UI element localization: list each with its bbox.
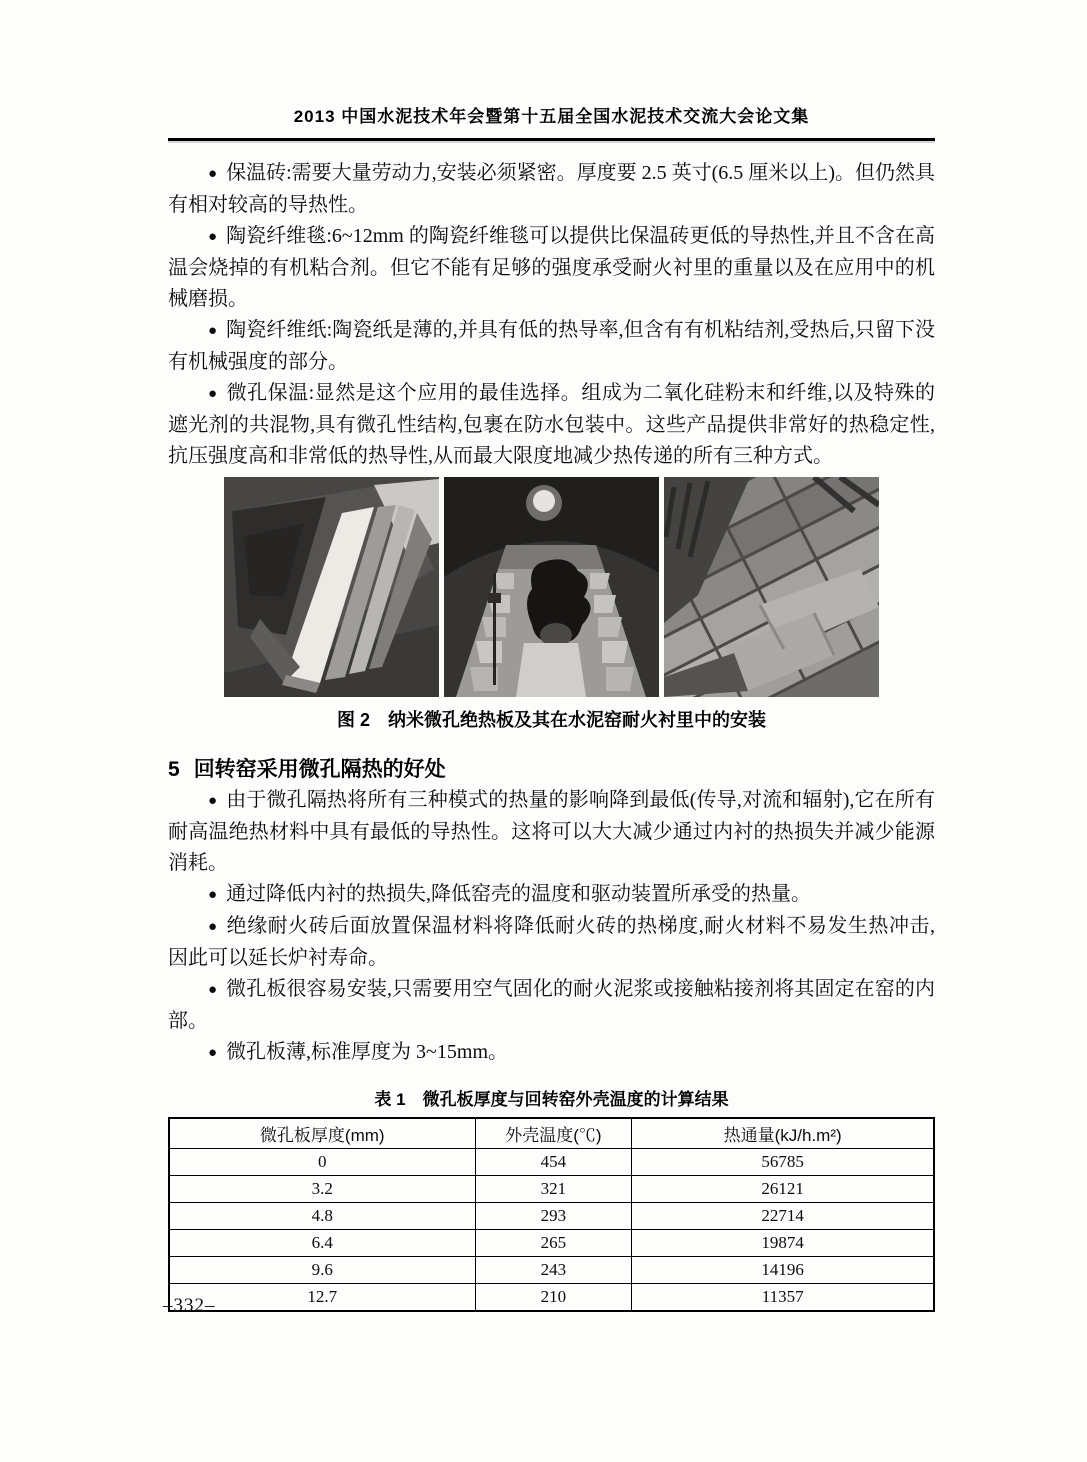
table-header-row [169,1118,934,1149]
table-cell: 19874 [632,1230,934,1257]
bullet-icon: ● [208,166,218,182]
conference-title: 2013 中国水泥技术年会暨第十五届全国水泥技术交流大会论文集 [293,107,810,126]
table-row [169,1203,934,1230]
paragraph-text: 微孔板薄,标准厚度为 3~15mm。 [226,1041,508,1063]
header-rule [168,138,935,141]
table-cell: 9.6 [169,1257,475,1284]
table-cell: 454 [475,1149,632,1176]
table-header-cell: 热通量(kJ/h.m²) [632,1118,934,1149]
figure-caption: 图 2 纳米微孔绝热板及其在水泥窑耐火衬里中的安装 [336,710,766,730]
section-heading [168,753,935,783]
table-cell: 265 [475,1230,632,1257]
bullet-paragraph [168,974,935,1037]
figure-2 [168,477,935,732]
paragraph-text: 陶瓷纤维毯:6~12mm 的陶瓷纤维毯可以提供比保温砖更低的导热性,并且不含在高温会烧掉的有机粘合剂。但它不能有足够的强度承受耐火衬里的重量以及在应用中的机械磨损。 [168,225,935,310]
bullet-icon: ● [208,982,218,998]
bullet-icon: ● [208,229,218,245]
table-cell: 56785 [632,1149,934,1176]
kiln-interior-photo [444,477,659,697]
table-cell: 3.2 [169,1176,475,1203]
table-row [169,1257,934,1284]
bullet-paragraph [168,911,935,974]
bullet-paragraph [168,785,935,879]
paragraph-text: 由于微孔隔热将所有三种模式的热量的影响降到最低(传导,对流和辐射),它在所有耐高温绝热材料中具有最低的导热性。这将可以大大减少通过内衬的热损失并减少能源消耗。 [168,789,935,874]
paragraph-text: 微孔板很容易安装,只需要用空气固化的耐火泥浆或接触粘接剂将其固定在窑的内部。 [168,978,935,1032]
page-number: –332– [163,1295,216,1316]
table-row [169,1284,934,1312]
panels-photo [224,477,439,697]
table-cell: 210 [475,1284,632,1312]
table-cell: 243 [475,1257,632,1284]
table-cell: 0 [169,1149,475,1176]
benefits-section [168,785,935,1069]
table-header-cell: 微孔板厚度(mm) [169,1118,475,1149]
table-row [169,1176,934,1203]
bullet-paragraph [168,1037,935,1069]
bullet-icon: ● [208,919,218,935]
table-1-block [168,1085,935,1312]
table-row [169,1230,934,1257]
bullet-icon: ● [208,887,218,903]
table-cell: 11357 [632,1284,934,1312]
table-cell: 293 [475,1203,632,1230]
section-number: 5 [168,758,180,781]
bullet-icon: ● [208,323,218,339]
table-cell: 22714 [632,1203,934,1230]
table-cell: 12.7 [169,1284,475,1312]
paragraph-text: 微孔保温:显然是这个应用的最佳选择。组成为二氧化硅粉末和纤维,以及特殊的遮光剂的共混物,具有微孔性结构,包裹在防水包装中。这些产品提供非常好的热稳定性,抗压强度高和非常低的热导性,从而最大限度地减少热传递的所有三种方式。 [168,382,935,467]
section-title: 回转窑采用微孔隔热的好处 [193,758,446,781]
table-cell: 14196 [632,1257,934,1284]
paragraph-text: 陶瓷纤维纸:陶瓷纸是薄的,并具有低的热导率,但含有有机粘结剂,受热后,只留下没有机械强度的部分。 [168,319,936,373]
table-title: 表 1 微孔板厚度与回转窑外壳温度的计算结果 [374,1090,729,1109]
paragraph-text: 保温砖:需要大量劳动力,安装必须紧密。厚度要 2.5 英寸(6.5 厘米以上)。但仍然具有相对较高的导热性。 [168,162,935,216]
bullet-paragraph [168,879,935,911]
bullet-icon: ● [208,386,218,402]
bullet-paragraph [168,221,935,315]
table-row [169,1149,934,1176]
table-cell: 321 [475,1176,632,1203]
table-header-cell: 外壳温度(℃) [475,1118,632,1149]
table-cell: 4.8 [169,1203,475,1230]
table-cell: 26121 [632,1176,934,1203]
paragraph-text: 绝缘耐火砖后面放置保温材料将降低耐火砖的热梯度,耐火材料不易发生热冲击,因此可以延长炉衬寿命。 [168,915,936,969]
intro-section [168,158,935,472]
bullet-paragraph [168,315,935,378]
bullet-paragraph [168,378,935,472]
figure-photos [222,477,882,697]
data-table [168,1117,935,1312]
table-cell: 6.4 [169,1230,475,1257]
bullet-paragraph [168,158,935,221]
bullet-icon: ● [208,1045,218,1061]
brick-lining-photo [664,477,879,697]
bullet-icon: ● [208,793,218,809]
paragraph-text: 通过降低内衬的热损失,降低窑壳的温度和驱动装置所承受的热量。 [226,883,812,905]
